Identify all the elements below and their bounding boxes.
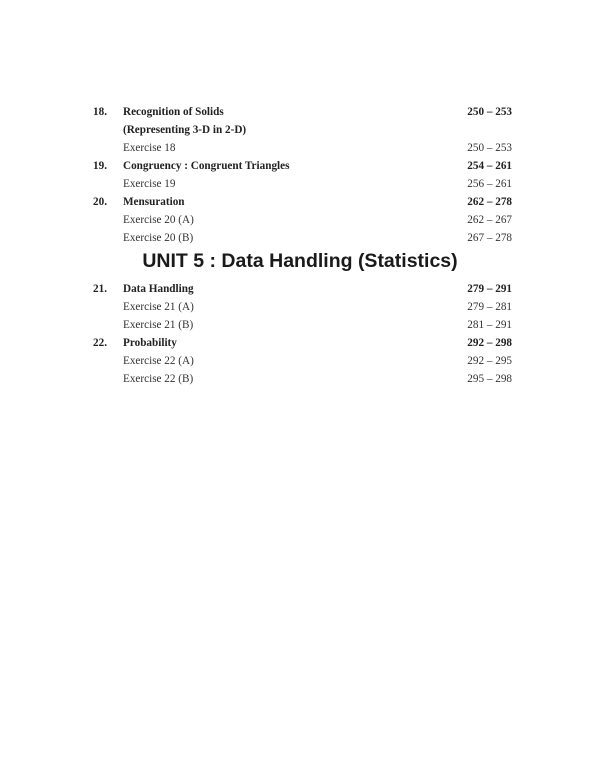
exercise-title: Exercise 18 <box>123 142 176 154</box>
chapter-title: Data Handling <box>123 283 194 295</box>
exercise-pages: 295 – 298 <box>467 373 512 385</box>
chapter-number: 18. <box>93 106 107 118</box>
exercise-row-19 <box>86 175 512 193</box>
chapter-pages: 279 – 291 <box>467 283 512 295</box>
exercise-title: Exercise 21 (A) <box>123 301 194 313</box>
exercise-title: Exercise 22 (B) <box>123 373 194 385</box>
chapter-subtitle: (Representing 3-D in 2-D) <box>123 124 247 136</box>
exercise-row-21b <box>86 316 512 334</box>
chapter-number: 19. <box>93 160 107 172</box>
exercise-pages: 256 – 261 <box>467 178 512 190</box>
chapter-row-18 <box>86 103 512 121</box>
exercise-row-20b <box>86 229 512 247</box>
exercise-pages: 267 – 278 <box>467 232 512 244</box>
chapter-pages: 292 – 298 <box>467 337 512 349</box>
exercise-row-18 <box>86 139 512 157</box>
chapter-row-21 <box>86 280 512 298</box>
exercise-pages: 281 – 291 <box>467 319 512 331</box>
chapter-number: 20. <box>93 196 107 208</box>
chapter-subtitle-row <box>86 121 512 139</box>
chapter-row-22 <box>86 334 512 352</box>
chapter-row-19 <box>86 157 512 175</box>
chapter-row-20 <box>86 193 512 211</box>
exercise-row-21a <box>86 298 512 316</box>
exercise-pages: 250 – 253 <box>467 142 512 154</box>
exercise-title: Exercise 19 <box>123 178 176 190</box>
exercise-title: Exercise 20 (B) <box>123 232 194 244</box>
exercise-pages: 292 – 295 <box>467 355 512 367</box>
chapter-title: Probability <box>123 337 177 349</box>
exercise-title: Exercise 22 (A) <box>123 355 194 367</box>
chapter-pages: 254 – 261 <box>467 160 512 172</box>
exercise-pages: 279 – 281 <box>467 301 512 313</box>
chapter-number: 21. <box>93 283 107 295</box>
toc-section-2 <box>86 280 512 388</box>
chapter-title: Recognition of Solids <box>123 106 224 118</box>
toc-section-1 <box>86 103 512 247</box>
chapter-pages: 250 – 253 <box>467 106 512 118</box>
exercise-row-22b <box>86 370 512 388</box>
exercise-pages: 262 – 267 <box>467 214 512 226</box>
chapter-number: 22. <box>93 337 107 349</box>
chapter-title: Congruency : Congruent Triangles <box>123 160 290 172</box>
unit-heading: UNIT 5 : Data Handling (Statistics) <box>142 250 458 272</box>
exercise-title: Exercise 21 (B) <box>123 319 194 331</box>
chapter-title: Mensuration <box>123 196 185 208</box>
exercise-row-20a <box>86 211 512 229</box>
exercise-row-22a <box>86 352 512 370</box>
chapter-pages: 262 – 278 <box>467 196 512 208</box>
exercise-title: Exercise 20 (A) <box>123 214 194 226</box>
